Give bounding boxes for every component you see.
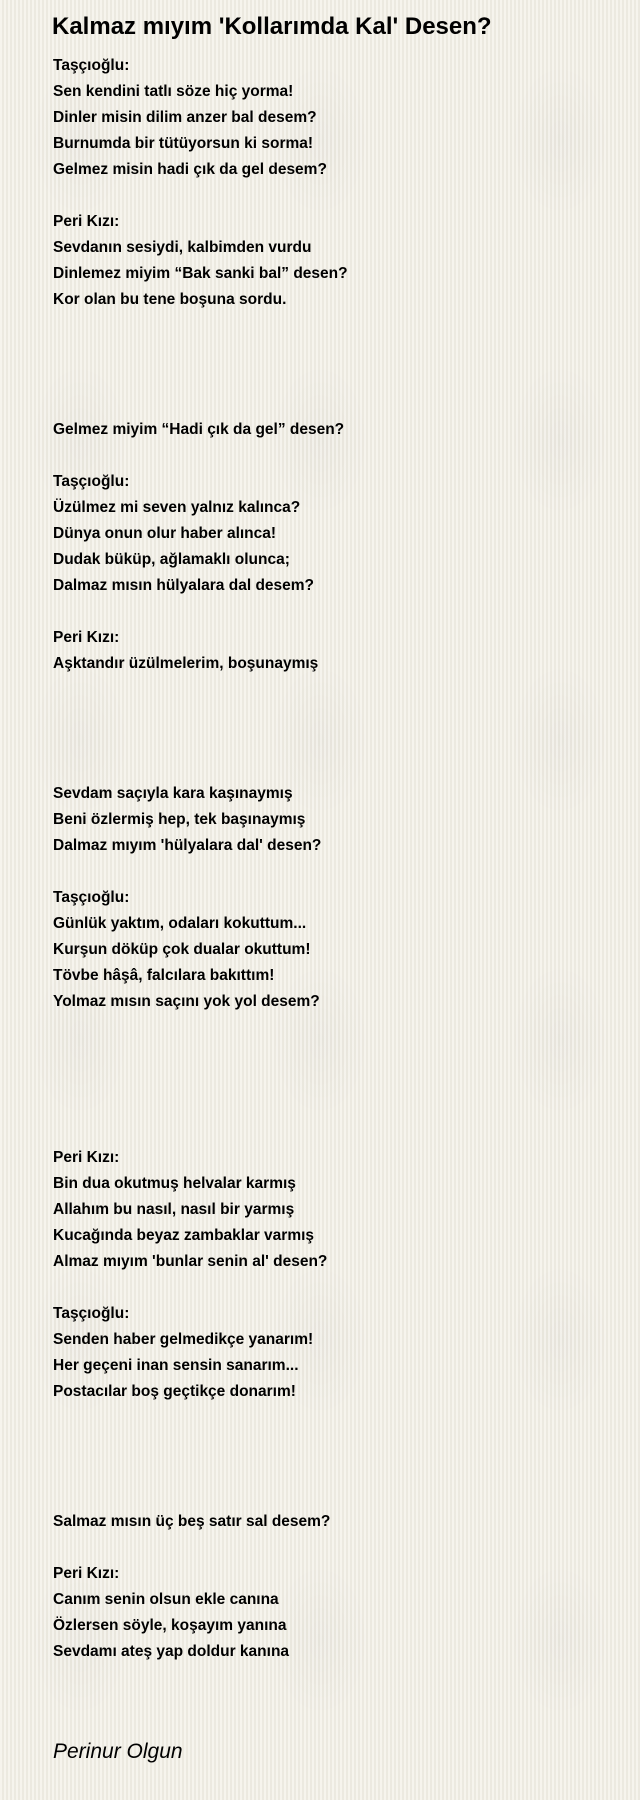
stanza-4	[53, 469, 613, 599]
poem-body	[53, 53, 613, 1665]
poem-line: Sen kendini tatlı söze hiç yorma!	[53, 83, 294, 100]
poem-title: Kalmaz mıyım 'Kollarımda Kal' Desen?	[52, 13, 492, 40]
poem-line: Burnumda bir tütüyorsun ki sorma!	[53, 135, 314, 152]
stanza-9	[53, 1301, 613, 1405]
stanza-spacer	[53, 859, 613, 885]
poem-line: Tövbe hâşâ, falcılara bakıttım!	[53, 967, 275, 984]
stanza-3	[53, 417, 613, 443]
poem-line: Gelmez miyim “Hadi çık da gel” desen?	[53, 421, 345, 438]
poem-line: Aşktandır üzülmelerim, boşunaymış	[53, 655, 319, 672]
stanza-8	[53, 1145, 613, 1275]
poem-line: Dalmaz mısın hülyalara dal desem?	[53, 577, 315, 594]
poem-line: Bin dua okutmuş helvalar karmış	[53, 1175, 296, 1192]
poem-line: Peri Kızı:	[53, 213, 120, 230]
stanza-spacer	[53, 183, 613, 209]
poem-line: Sevdamı ateş yap doldur kanına	[53, 1643, 290, 1660]
poem-line: Postacılar boş geçtikçe donarım!	[53, 1383, 296, 1400]
poem-line: Peri Kızı:	[53, 1565, 120, 1582]
poem-author: Perinur Olgun	[53, 1740, 183, 1763]
stanza-5	[53, 625, 613, 677]
stanza-7	[53, 885, 613, 1015]
poem-line: Taşçıoğlu:	[53, 57, 130, 74]
poem-line: Kurşun döküp çok dualar okuttum!	[53, 941, 311, 958]
stanza-11	[53, 1561, 613, 1665]
stanza-10	[53, 1509, 613, 1535]
stanza-1	[53, 53, 613, 183]
poem-line: Taşçıoğlu:	[53, 1305, 130, 1322]
poem-line: Sevdam saçıyla kara kaşınaymış	[53, 785, 293, 802]
poem-line: Salmaz mısın üç beş satır sal desem?	[53, 1513, 331, 1530]
poem-line: Dudak büküp, ağlamaklı olunca;	[53, 551, 290, 568]
poem-line: Taşçıoğlu:	[53, 473, 130, 490]
poem-line: Beni özlermiş hep, tek başınaymış	[53, 811, 306, 828]
poem-line: Dalmaz mıyım 'hülyalara dal' desen?	[53, 837, 322, 854]
poem-line: Kucağında beyaz zambaklar varmış	[53, 1227, 315, 1244]
stanza-2	[53, 209, 613, 313]
poem-line: Her geçeni inan sensin sanarım...	[53, 1357, 299, 1374]
poem-line: Gelmez misin hadi çık da gel desem?	[53, 161, 327, 178]
stanza-spacer	[53, 1535, 613, 1561]
stanza-spacer	[53, 443, 613, 469]
poem-line: Allahım bu nasıl, nasıl bir yarmış	[53, 1201, 295, 1218]
poem-line: Sevdanın sesiydi, kalbimden vurdu	[53, 239, 312, 256]
stanza-spacer	[53, 599, 613, 625]
stanza-spacer	[53, 1015, 613, 1145]
stanza-spacer	[53, 313, 613, 417]
poem-line: Özlersen söyle, koşayım yanına	[53, 1617, 287, 1634]
poem-line: Dinler misin dilim anzer bal desem?	[53, 109, 317, 126]
poem-line: Taşçıoğlu:	[53, 889, 130, 906]
poem-line: Peri Kızı:	[53, 1149, 120, 1166]
poem-line: Canım senin olsun ekle canına	[53, 1591, 279, 1608]
poem-line: Kor olan bu tene boşuna sordu.	[53, 291, 287, 308]
poem-line: Dünya onun olur haber alınca!	[53, 525, 277, 542]
poem-line: Almaz mıyım 'bunlar senin al' desen?	[53, 1253, 328, 1270]
stanza-6	[53, 781, 613, 859]
poem-line: Peri Kızı:	[53, 629, 120, 646]
poem-line: Üzülmez mi seven yalnız kalınca?	[53, 499, 301, 516]
poem-line: Dinlemez miyim “Bak sanki bal” desen?	[53, 265, 348, 282]
stanza-spacer	[53, 677, 613, 781]
poem-line: Yolmaz mısın saçını yok yol desem?	[53, 993, 320, 1010]
stanza-spacer	[53, 1275, 613, 1301]
poem-line: Günlük yaktım, odaları kokuttum...	[53, 915, 307, 932]
poem-line: Senden haber gelmedikçe yanarım!	[53, 1331, 314, 1348]
stanza-spacer	[53, 1405, 613, 1509]
